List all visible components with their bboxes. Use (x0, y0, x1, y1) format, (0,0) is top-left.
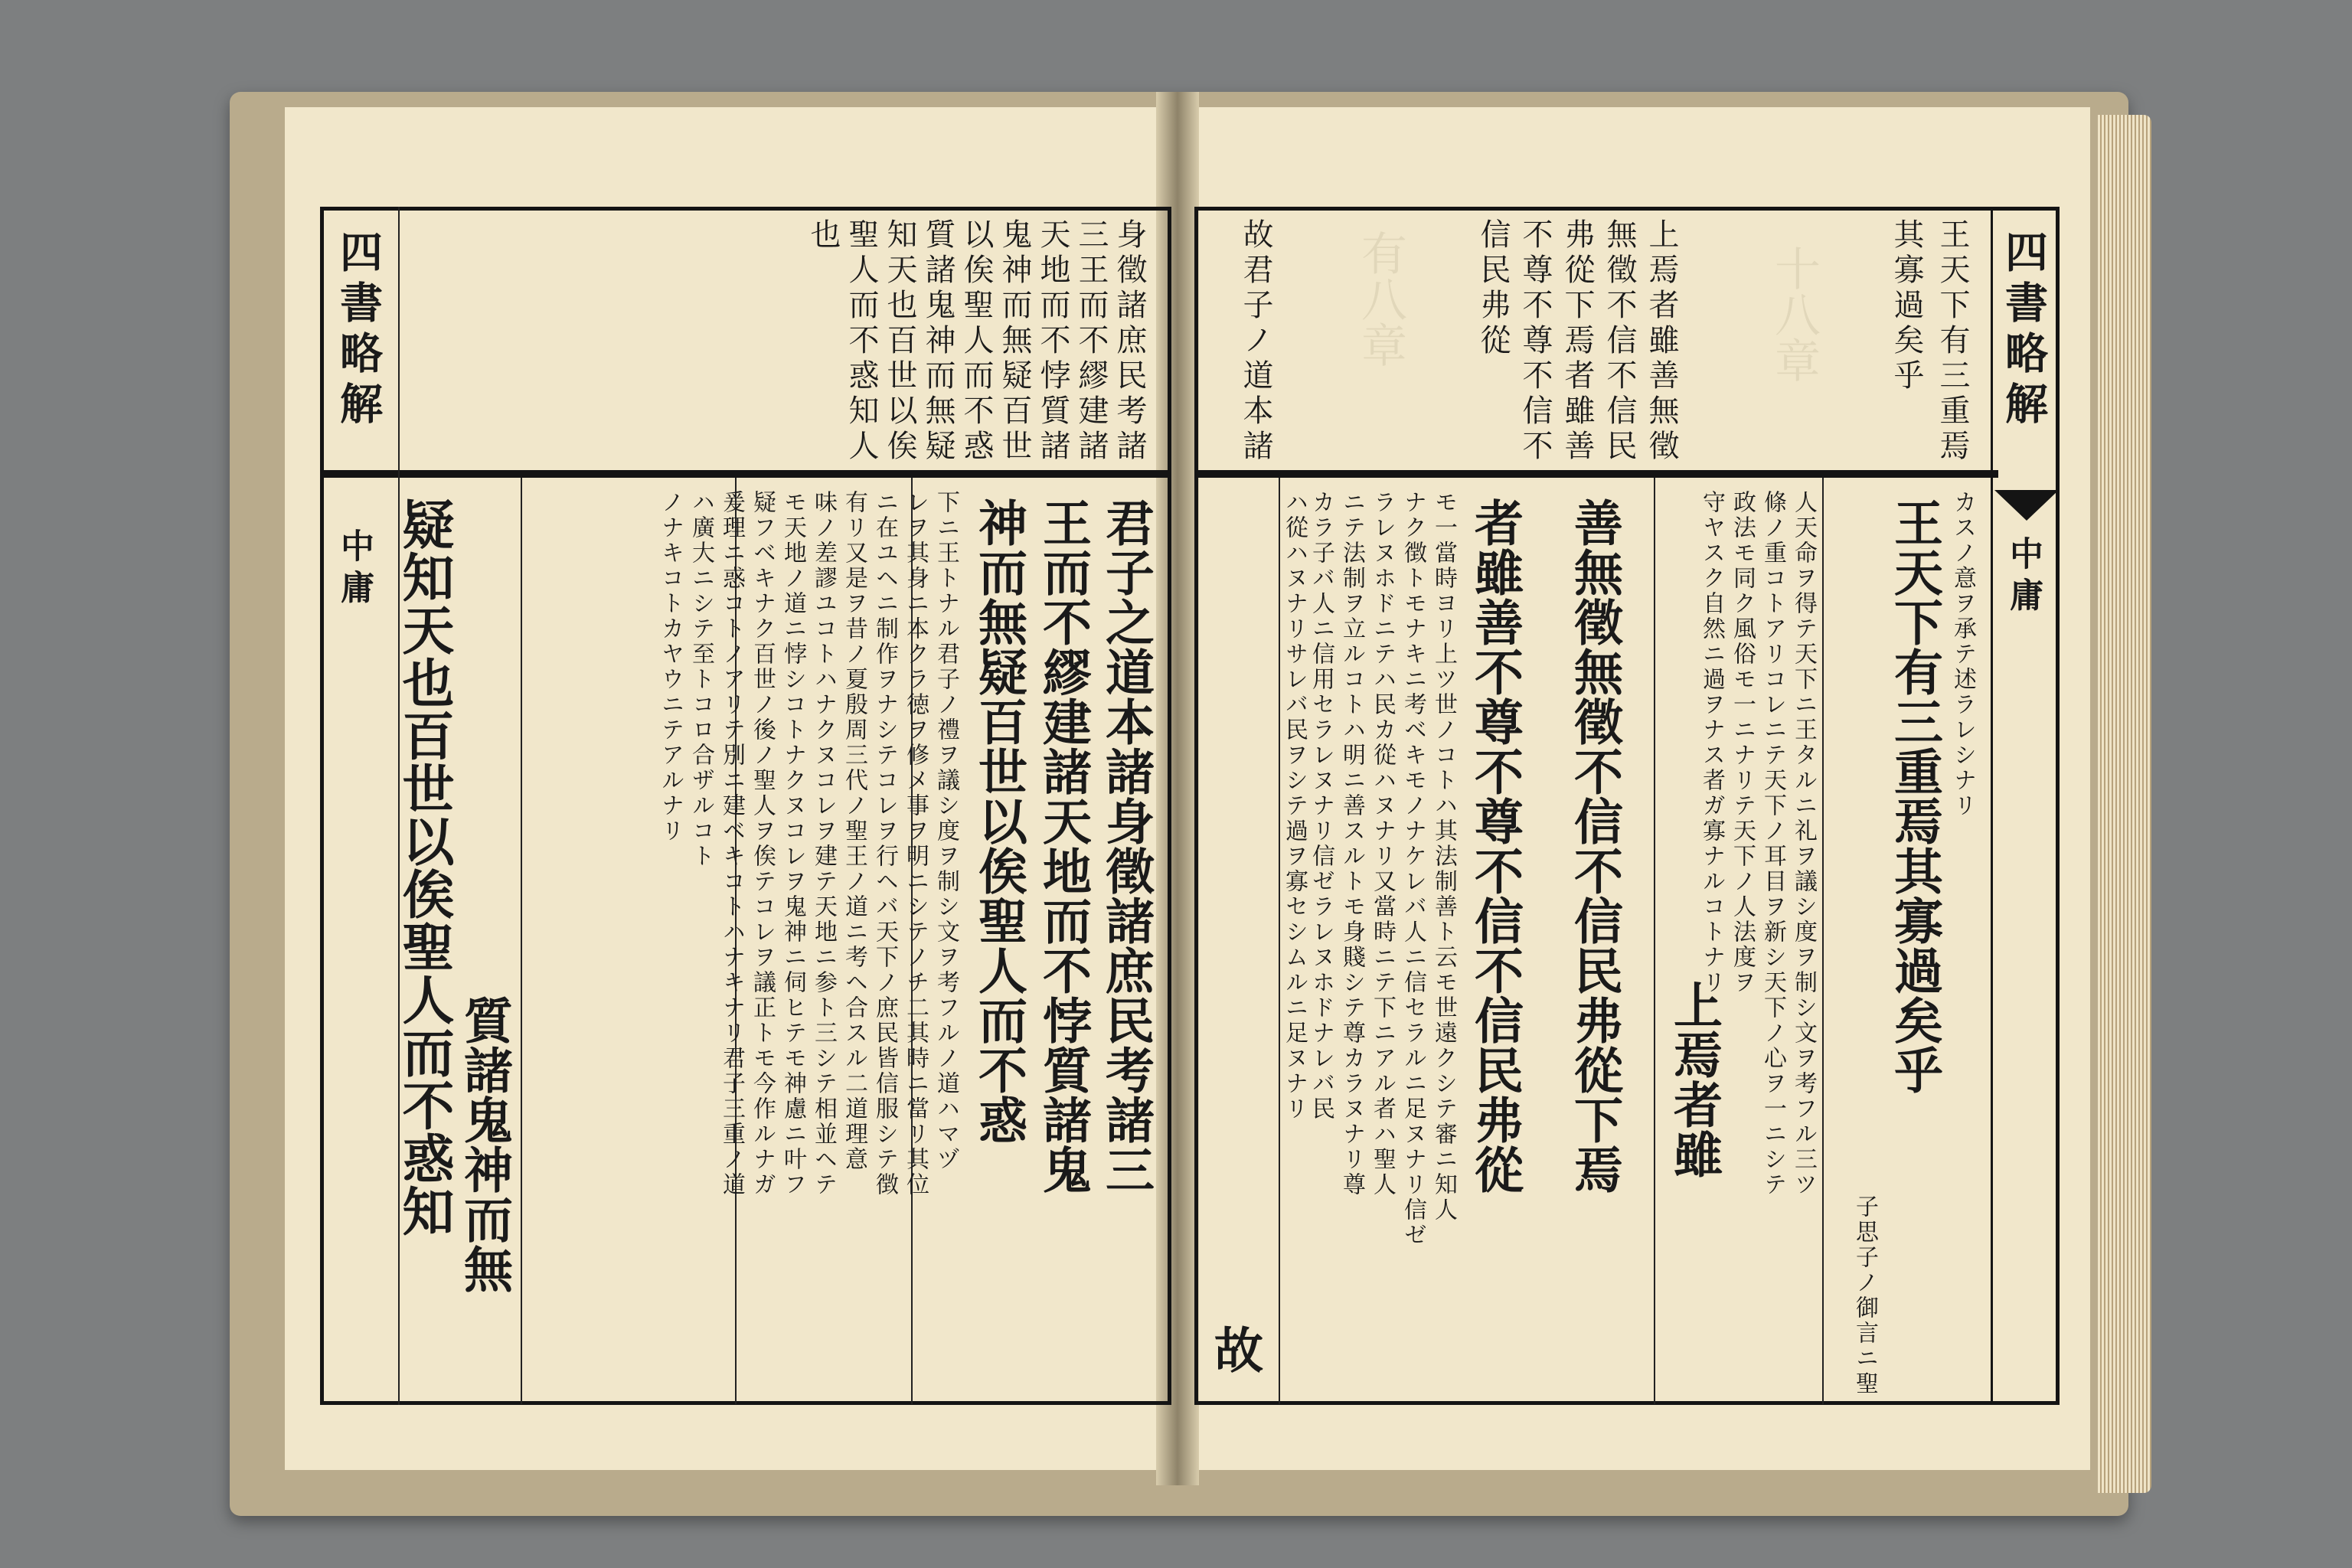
right-main-column: 者雖善不尊不尊不信不信民弗從 (1466, 498, 1524, 1194)
left-note-column: 味ノ差謬ユコトハナクヌコレヲ建テ天地ニ参ト三シテ相並ヘテ (810, 490, 837, 1197)
right-upper-column: 上焉者雖善無徵 (1644, 218, 1679, 465)
left-main-column: 質諸鬼神而無 (456, 995, 513, 1294)
left-upper-column: 聖人而不惑知人 (844, 218, 879, 465)
left-note-column: 疑フベキナク百世ノ後ノ聖人ヲ俟テコレヲ議正トモ今作ルナガ (749, 490, 776, 1197)
right-upper-column: 無徵不信不信民 (1602, 218, 1637, 465)
right-note-column: 政法モ同ク風俗モ一ニナリテ天下ノ人法度ヲ (1729, 490, 1756, 995)
left-upper-column: 也 (805, 218, 841, 253)
left-upper-column: 質諸鬼神而無疑 (920, 218, 956, 465)
fishtail-mark (1994, 490, 2059, 521)
right-main-column: 上焉者雖 (1665, 980, 1723, 1179)
right-register-divider (1194, 470, 1998, 478)
left-upper-column: 三王而不繆建諸 (1073, 218, 1109, 465)
left-note-column: 爰理ニ惑コトノアリテ別ニ建ベキコトハナキナリ君子三重ノ道 (718, 490, 745, 1197)
right-main-column: 善無徵無徵不信不信民弗從下焉 (1566, 498, 1623, 1194)
right-margin-title: 四書略解 (1998, 230, 2049, 432)
left-note-column: レヲ其身ニ本クラ徳ヲ修メ事ヲ明ニシテノチ二其時ニ當リ其位 (902, 490, 929, 1197)
left-margin-title: 四書略解 (333, 230, 384, 432)
right-note-column: 人天命ヲ得テ天下ニ王タルニ礼ヲ議シ度ヲ制シ文ヲ考フル三ツ (1790, 490, 1817, 1197)
right-note-column: カスノ意ヲ承テ述ラレシナリ (1949, 490, 1976, 818)
column-rule (1822, 478, 1824, 1404)
left-upper-column: 以俟聖人而不惑 (959, 218, 994, 465)
left-note-column: モ天地ノ道ニ悖シコトナクヌコレヲ鬼神ニ伺ヒテモ神慮ニ叶フ (779, 490, 806, 1197)
right-upper-column: 王天下有三重焉 (1935, 218, 1970, 465)
right-upper-column: 信民弗從 (1475, 218, 1511, 359)
right-note-column: ラレヌホドニテハ民カ從ハヌナリ又當時ニテ下ニアル者ハ聖人 (1369, 490, 1396, 1197)
right-note-column: カラ子バ人ニ信用セラレヌナリ信ゼラレヌホドナレバ民 (1308, 490, 1334, 1122)
left-note-column: 有リ又是ヲ昔ノ夏殷周三代ノ聖王ノ道ニ考ヘ合スル二道理意 (841, 490, 867, 1172)
left-note-column: ニ在ユヘニ制作ヲナシテコレヲ行ヘバ天下ノ庶民皆信服シテ徴 (871, 490, 898, 1197)
left-register-divider (320, 470, 1171, 478)
left-upper-column: 天地而不悖質諸 (1035, 218, 1070, 465)
right-note-column: ナク徴トモナキニ考ベキモノナケレバ人ニ信セラルニ足ヌナリ信ゼ (1400, 490, 1426, 1248)
left-main-column: 君子之道本諸身徵諸庶民考諸三 (1097, 498, 1155, 1194)
right-upper-column: 故君子ノ道本諸 (1238, 218, 1273, 465)
left-note-column: 下ニ王トナル君子ノ禮ヲ議シ度ヲ制シ文ヲ考フルノ道ハマヅ (933, 490, 959, 1172)
left-upper-column: 知天也百世以俟 (882, 218, 917, 465)
left-margin-section: 中庸 (335, 528, 374, 611)
right-main-column: 王天下有三重焉其寡過矣乎 (1886, 498, 1943, 1095)
column-rule (521, 478, 522, 1404)
right-note-column: 守ヤスク自然ニ過ヲナス者ガ寡ナルコトナリ (1698, 490, 1725, 995)
right-main-column: 故 (1206, 1325, 1263, 1374)
left-main-column: 神而無疑百世以俟聖人而不惑 (970, 498, 1027, 1145)
right-note-column: 條ノ重コトアリコレニテ天下ノ耳目ヲ新シ天下ノ心ヲ一ニシテ (1759, 490, 1786, 1197)
right-upper-column: 弗從下焉者雖善 (1560, 218, 1595, 465)
fore-edge (2098, 115, 2151, 1493)
right-note-column: ハ從ハヌナリサレバ民ヲシテ過ヲ寡セシムルニ足ヌナリ (1281, 490, 1308, 1122)
right-upper-column: 不尊不尊不信不 (1517, 218, 1553, 465)
right-margin-section: 中庸 (2004, 536, 2043, 619)
left-note-column: ノナキコトカヤウニテアルナリ (657, 490, 684, 844)
right-note-column: 子思子ノ御言ニ聖 (1851, 1194, 1878, 1396)
left-main-column: 疑知天也百世以俟聖人而不惑知 (394, 498, 455, 1237)
right-upper-column: 其寡過矣乎 (1889, 218, 1924, 394)
right-note-column: モ一當時ヨリ上ツ世ノコトハ其法制善ト云モ世遠クシテ審ニ知人 (1430, 490, 1457, 1223)
show-through-text: 十八章 (1767, 245, 1821, 383)
column-rule (1654, 478, 1655, 1404)
column-rule (1279, 478, 1280, 1404)
left-upper-column: 身徵諸庶民考諸 (1112, 218, 1147, 465)
show-through-text: 有八章 (1354, 230, 1407, 368)
right-note-column: ニテ法制ヲ立ルコトハ明ニ善スルトモ身賤シテ尊カラヌナリ尊 (1338, 490, 1365, 1197)
left-main-column: 王而不繆建諸天地而不悖質諸鬼 (1034, 498, 1092, 1194)
left-upper-column: 鬼神而無疑百世 (997, 218, 1032, 465)
left-note-column: ハ廣大ニシテ至トコロ合ザルコト (688, 490, 714, 869)
